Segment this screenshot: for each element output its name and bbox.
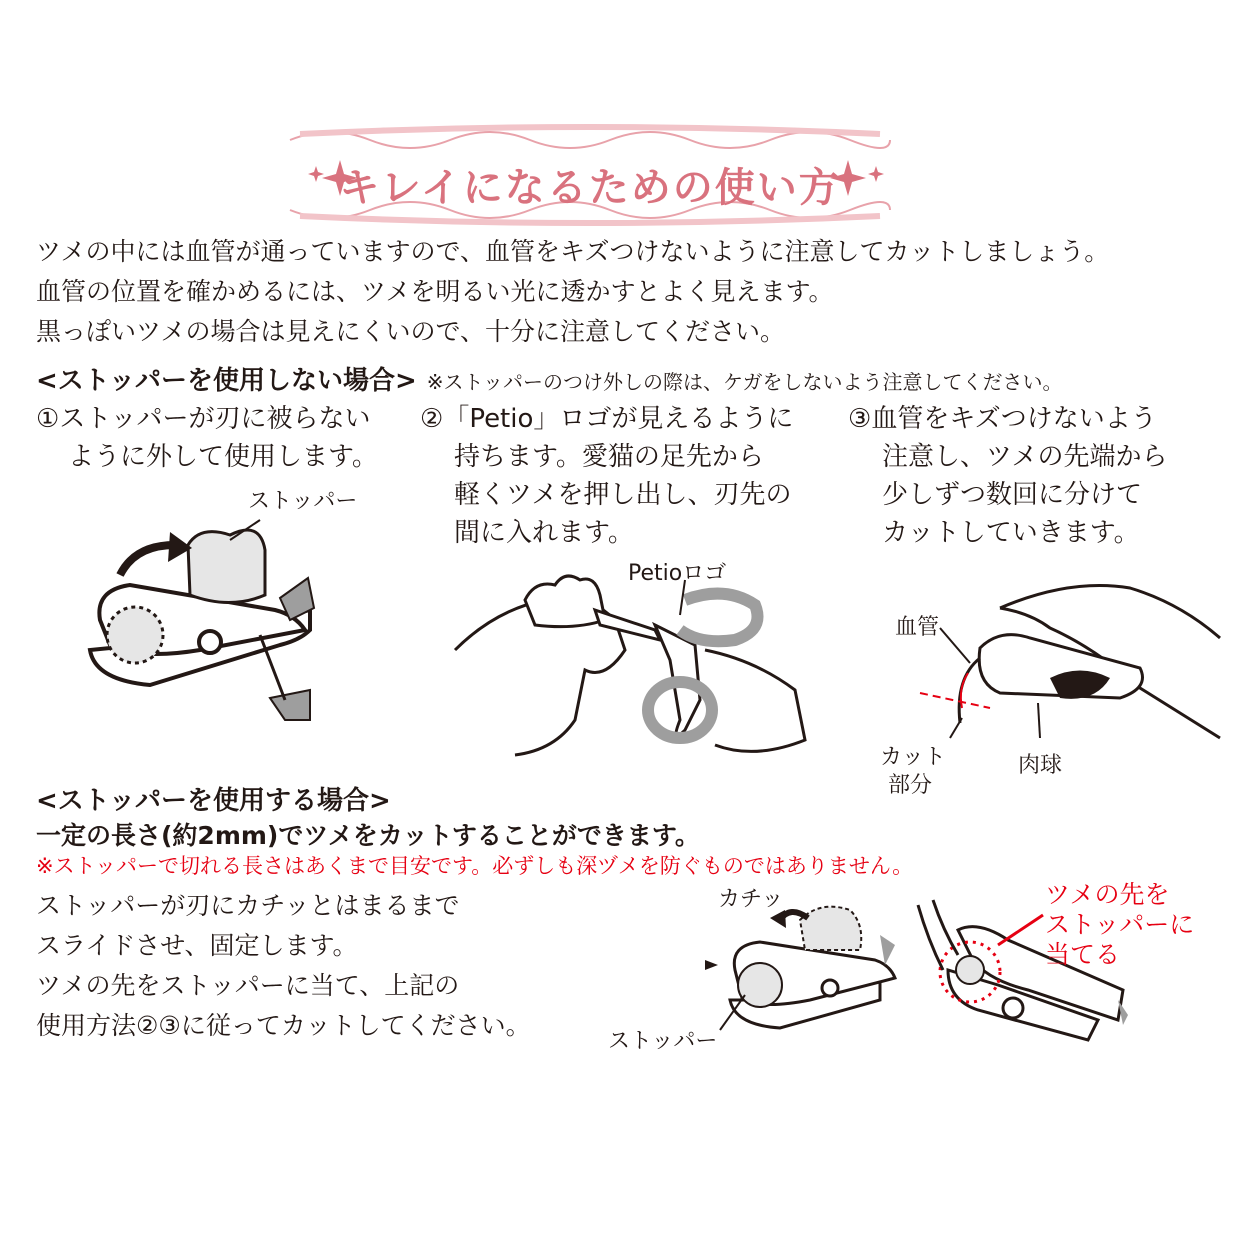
section-note: ※ストッパーのつけ外しの際は、ケガをしないよう注意してください。 [426,370,1063,394]
body-line: スライドさせ、固定します。 [36,931,358,960]
step-3 [848,400,1167,552]
section-bold-text: 一定の長さ(約2mm)でツメをカットすることができます。 [36,821,700,850]
label-cut-part: カット [880,745,946,770]
paw-scissors-illustration [455,570,815,760]
step-line: カットしていきます。 [882,518,1140,548]
step-line: 少しずつ数回に分けて [882,480,1143,510]
step-1 [36,400,378,476]
intro-line: 血管の位置を確かめるには、ツメを明るい光に透かすとよく見えます。 [36,277,834,306]
step-2 [420,400,793,552]
label-petio-logo: Petioロゴ [628,561,727,586]
step-line: 持ちます。愛猫の足先から [454,442,764,472]
clipper-illustration-1 [80,480,340,730]
warning-text: ※ストッパーで切れる長さはあくまで目安です。必ずしも深ヅメを防ぐものではありません。 [36,854,914,878]
step-line: 軽くツメを押し出し、刃先の [454,480,792,510]
step-line: ストッパーが刃に被らない [59,404,371,434]
label-tip-note [1045,880,1194,970]
label-click: カチッ [718,887,784,912]
step-line: 間に入れます。 [454,518,634,548]
tip-note-line: ストッパーに [1045,910,1195,939]
intro-line: 黒っぽいツメの場合は見えにくいので、十分に注意してください。 [36,317,786,346]
section-heading-with-stopper: <ストッパーを使用する場合> [36,786,391,816]
intro-text [36,232,1226,352]
section-heading-no-stopper [36,360,1063,397]
label-stopper: ストッパー [608,1029,718,1054]
step-line: ように外して使用します。 [68,442,378,472]
intro-line: ツメの中には血管が通っていますので、血管をキズつけないように注意してカットしましょう。 [36,237,1110,266]
step-number: ③ [848,404,872,434]
label-blood-vessel: 血管 [895,615,940,640]
label-cut-part: 部分 [888,773,933,798]
label-stopper: ストッパー [248,489,358,514]
tip-note-line: 当てる [1045,940,1121,969]
title-banner [270,118,970,230]
section-heading-text: <ストッパーを使用しない場合> [36,366,417,396]
claw-cut-illustration [920,578,1220,758]
body-line: ツメの先をストッパーに当て、上記の [36,971,460,1000]
body-line: ストッパーが刃にカチッとはまるまで [36,891,460,920]
label-paw-pad: 肉球 [1018,753,1063,778]
step-line: 注意し、ツメの先端から [882,442,1168,472]
body-line: 使用方法②③に従ってカットしてください。 [36,1011,531,1040]
step-number: ② [420,404,444,434]
page-title: キレイになるための使い方 [339,164,841,211]
section-body [36,886,531,1046]
step-line: 「Petio」ロゴが見えるように [443,404,794,434]
step-number: ① [36,404,60,434]
step-line: 血管をキズつけないよう [871,404,1157,434]
tip-note-line: ツメの先を [1045,880,1170,909]
